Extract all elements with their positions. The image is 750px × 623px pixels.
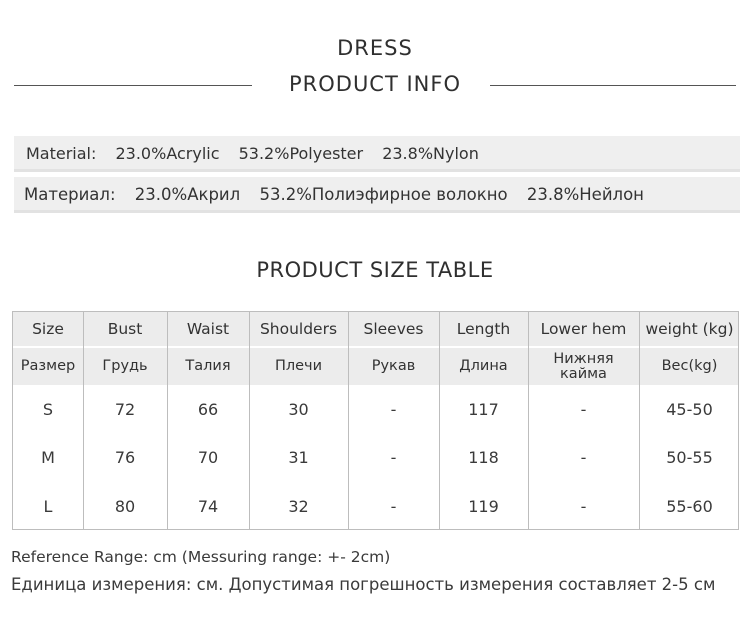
header-shoulders: Shoulders: [259, 320, 338, 338]
cell-length: 118: [468, 447, 499, 467]
header-ru-shoulders: Плечи: [274, 358, 323, 374]
cell-lower-hem: -: [580, 399, 587, 419]
header-ru-weight: Вес(kg): [661, 358, 718, 374]
product-name-title: DRESS: [337, 36, 413, 60]
cell-bust: 76: [114, 447, 136, 467]
cell-shoulders: 31: [288, 447, 309, 467]
size-table: [12, 311, 739, 530]
material-item: 23.0%Акрил: [134, 185, 241, 204]
material-label: Материал:: [24, 185, 116, 204]
cell-waist: 66: [197, 399, 219, 419]
cell-sleeves: -: [390, 496, 397, 516]
header-ru-lower-hem: Нижняя кайма: [553, 350, 614, 382]
size-table-title: PRODUCT SIZE TABLE: [256, 258, 494, 282]
cell-sleeves: -: [390, 447, 397, 467]
material-item: 53.2%Полиэфирное волокно: [259, 185, 508, 204]
cell-length: 119: [468, 496, 499, 516]
header-length: Length: [456, 320, 511, 338]
material-item: 23.8%Nylon: [382, 144, 479, 163]
header-sleeves: Sleeves: [363, 320, 424, 338]
cell-size: L: [43, 496, 53, 516]
cell-length: 117: [468, 399, 499, 419]
cell-shoulders: 30: [288, 399, 309, 419]
product-info-heading: [0, 72, 750, 102]
cell-weight: 50-55: [666, 447, 713, 467]
material-label: Material:: [26, 144, 97, 163]
material-bar-russian: [14, 177, 740, 213]
cell-weight: 55-60: [666, 496, 713, 516]
cell-bust: 72: [114, 399, 136, 419]
header-waist: Waist: [186, 320, 230, 338]
material-bar-english: [14, 136, 740, 172]
product-info-title: PRODUCT INFO: [288, 72, 461, 96]
cell-weight: 45-50: [666, 399, 713, 419]
cell-size: S: [42, 399, 54, 419]
material-item: 53.2%Polyester: [238, 144, 364, 163]
header-ru-size: Размер: [20, 358, 76, 374]
header-ru-waist: Талия: [185, 358, 231, 374]
header-ru-bust: Грудь: [102, 358, 148, 374]
cell-lower-hem: -: [580, 447, 587, 467]
cell-shoulders: 32: [288, 496, 309, 516]
header-ru-sleeves: Рукав: [371, 358, 416, 374]
heading-divider-right: [490, 85, 736, 86]
material-item: 23.0%Acrylic: [115, 144, 220, 163]
header-weight: weight (kg): [645, 320, 734, 338]
header-ru-length: Длина: [459, 358, 508, 374]
header-lower-hem: Lower hem: [540, 320, 627, 338]
cell-bust: 80: [114, 496, 136, 516]
cell-lower-hem: -: [580, 496, 587, 516]
material-item: 23.8%Нейлон: [526, 185, 644, 204]
header-bust: Bust: [107, 320, 143, 338]
reference-range-note: Reference Range: cm (Messuring range: +- 2cm): [11, 548, 391, 566]
header-size: Size: [32, 320, 64, 338]
reference-range-note-russian: Единица измерения: см. Допустимая погрешность измерения составляет 2-5 см: [11, 575, 716, 594]
cell-size: M: [41, 447, 55, 467]
cell-waist: 70: [197, 447, 219, 467]
cell-sleeves: -: [390, 399, 397, 419]
cell-waist: 74: [197, 496, 219, 516]
